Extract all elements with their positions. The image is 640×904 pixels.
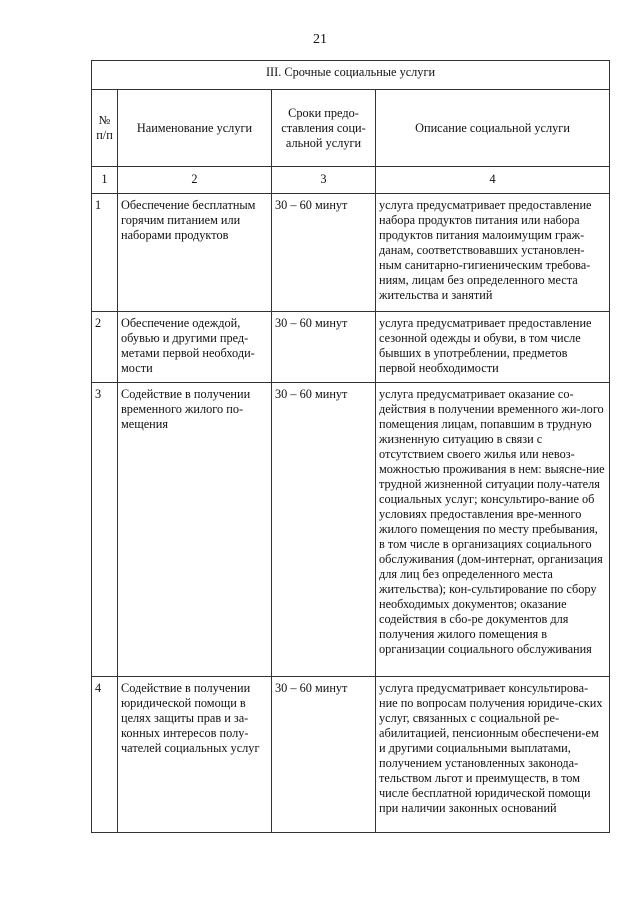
page-number: 21 — [313, 32, 327, 47]
service-term: 30 – 60 минут — [272, 383, 376, 677]
column-number: 2 — [118, 167, 272, 194]
table-row — [92, 383, 610, 677]
table-row — [92, 194, 610, 312]
service-name: Содействие в получении юридической помощи в целях защиты прав и за-конных интересов полу-чателей социальных услуг — [118, 677, 272, 833]
table-row — [92, 677, 610, 833]
header-description: Описание социальной услуги — [376, 90, 610, 167]
service-term: 30 – 60 минут — [272, 312, 376, 383]
row-number: 3 — [92, 383, 118, 677]
service-name: Обеспечение одеждой, обувью и другими пред-метами первой необходи-мости — [118, 312, 272, 383]
service-description: услуга предусматривает консультирова-ние по вопросам получения юридиче-ских услуг, связанных с социальной ре-абилитацией, пенсионным обеспечени-ем и другими социальными выплатами, получением установленных законода-тельством льгот и преимуществ, в том числе бесплатной юридической помощи при наличии законных оснований — [376, 677, 610, 833]
column-number: 1 — [92, 167, 118, 194]
section-title: III. Срочные социальные услуги — [92, 61, 610, 90]
service-name: Содействие в получении временного жилого по-мещения — [118, 383, 272, 677]
header-term: Сроки предо-ставления соци-альной услуги — [272, 90, 376, 167]
row-number: 4 — [92, 677, 118, 833]
header-number: № п/п — [92, 90, 118, 167]
row-number: 1 — [92, 194, 118, 312]
column-number: 3 — [272, 167, 376, 194]
service-description: услуга предусматривает предоставление сезонной одежды и обуви, в том числе бывших в употреблении, предметов первой необходимости — [376, 312, 610, 383]
row-number: 2 — [92, 312, 118, 383]
service-name: Обеспечение бесплатным горячим питанием или наборами продуктов — [118, 194, 272, 312]
service-description: услуга предусматривает предоставление набора продуктов питания или набора продуктов питания малоимущим граж-данам, соответствовавших установлен-ным санитарно-гигиеническим требова-ниям, лицам без определенного места жительства и занятий — [376, 194, 610, 312]
service-term: 30 – 60 минут — [272, 677, 376, 833]
table-row — [92, 312, 610, 383]
services-table — [91, 60, 610, 833]
column-number: 4 — [376, 167, 610, 194]
header-service-name: Наименование услуги — [118, 90, 272, 167]
service-description: услуга предусматривает оказание со-действия в получении временного жи-лого помещения лицам, попавшим в трудную жизненную ситуацию в связи с отсутствием своего жилья или невоз-можностью проживания в нем: выясне-ние трудной жизненной ситуации полу-чателя социальных услуг; консультиро-вание об условиях предоставления вре-менного жилого помещения по месту пребывания, в том числе в организациях социального обслуживания (дом-интернат, организация для лиц без определенного места жительства); кон-сультирование по сбору необходимых документов; оказание содействия в сбо-ре документов для получения жилого помещения в организации социального обслуживания — [376, 383, 610, 677]
service-term: 30 – 60 минут — [272, 194, 376, 312]
